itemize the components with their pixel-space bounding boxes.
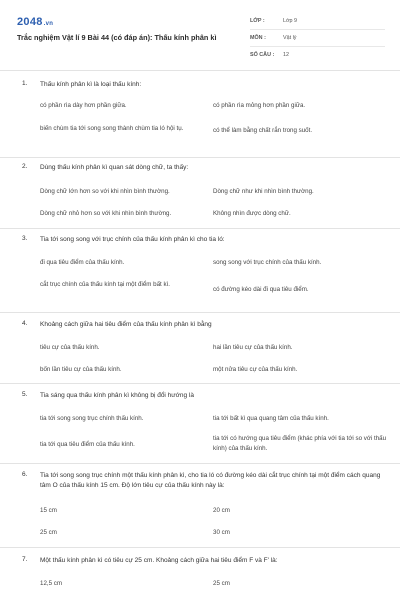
option-b[interactable]: hai lần tiêu cự của thấu kính.: [213, 344, 293, 351]
question-text: Dùng thấu kính phân kì quan sát dòng chữ, ta thấy:: [40, 164, 189, 171]
worksheet-title: Trắc nghiệm Vật lí 9 Bài 44 (có đáp án): Thấu kính phân kì: [17, 33, 217, 42]
question-number: 3.: [22, 235, 28, 242]
option-d[interactable]: có thể làm bằng chất rắn trong suốt.: [213, 127, 313, 134]
question-number: 7.: [22, 556, 28, 563]
worksheet-meta: [250, 13, 385, 63]
option-c[interactable]: biến chùm tia tới song song thành chùm tia ló hội tụ.: [40, 125, 184, 132]
question-divider: [0, 228, 400, 229]
option-c[interactable]: 25 cm: [40, 529, 57, 536]
question-text: Một thấu kính phân kì có tiêu cự 25 cm. Khoảng cách giữa hai tiêu điểm F và F' là:: [40, 557, 278, 564]
question-divider: [0, 312, 400, 313]
question-text: Tia tới song song trục chính một thấu kính phân kì, cho tia ló có đường kéo dài cắt trục chính tại một điểm cách quang tâm O của thấu kính 15 cm. Độ lớn tiêu cự của thấu kính này là:: [40, 472, 381, 489]
meta-row-grade: [250, 13, 385, 30]
option-a[interactable]: 12,5 cm: [40, 580, 63, 587]
question-divider: [0, 463, 400, 464]
option-b[interactable]: song song với trục chính của thấu kính.: [213, 259, 322, 266]
logo-suffix: .vn: [43, 21, 54, 27]
meta-label-grade: LỚP :: [250, 18, 265, 24]
option-d[interactable]: một nửa tiêu cự của thấu kính.: [213, 366, 298, 373]
option-d[interactable]: 30 cm: [213, 529, 230, 536]
meta-value-grade: Lớp 9: [283, 18, 298, 24]
site-logo[interactable]: [17, 16, 53, 28]
question-number: 2.: [22, 163, 28, 170]
question-divider: [0, 157, 400, 158]
option-a[interactable]: đi qua tiêu điểm của thấu kính.: [40, 259, 125, 266]
option-c[interactable]: tia tới qua tiêu điểm của thấu kính.: [40, 441, 135, 448]
question-divider: [0, 547, 400, 548]
option-b[interactable]: tia tới bất kì qua quang tâm của thấu kính.: [213, 415, 329, 422]
meta-value-count: 12: [283, 52, 289, 58]
option-b[interactable]: Dòng chữ như khi nhìn bình thường.: [213, 188, 314, 195]
meta-row-count: [250, 47, 385, 63]
question-text: Tia sáng qua thấu kính phân kì không bị đổi hướng là: [40, 392, 195, 399]
option-d[interactable]: tia tới có hướng qua tiêu điểm (khác phía với tia tới so với thấu kính) của thấu kính.: [213, 435, 387, 452]
option-c[interactable]: Dòng chữ nhỏ hơn so với khi nhìn bình thường.: [40, 210, 172, 217]
option-c[interactable]: bốn lần tiêu cự của thấu kính.: [40, 366, 122, 373]
question-text: Khoảng cách giữa hai tiêu điểm của thấu kính phân kì bằng: [40, 321, 212, 328]
option-c[interactable]: cắt trục chính của thấu kính tại một điểm bất kì.: [40, 281, 171, 288]
option-a[interactable]: Dòng chữ lớn hơn so với khi nhìn bình thường.: [40, 188, 170, 195]
option-a[interactable]: 15 cm: [40, 507, 57, 514]
meta-row-subject: [250, 30, 385, 47]
question-divider: [0, 383, 400, 384]
option-a[interactable]: tia tới song song trục chính thấu kính.: [40, 415, 144, 422]
question-text: Tia tới song song với trục chính của thấu kính phân kì cho tia ló:: [40, 236, 225, 243]
option-b[interactable]: 25 cm: [213, 580, 230, 587]
question-number: 4.: [22, 320, 28, 327]
question-number: 5.: [22, 391, 28, 398]
option-d[interactable]: Không nhìn được dòng chữ.: [213, 210, 291, 217]
meta-label-count: SỐ CÂU :: [250, 52, 275, 58]
option-d[interactable]: có đường kéo dài đi qua tiêu điểm.: [213, 286, 309, 293]
question-number: 1.: [22, 80, 28, 87]
option-a[interactable]: tiêu cự của thấu kính.: [40, 344, 100, 351]
question-number: 6.: [22, 471, 28, 478]
option-b[interactable]: có phần rìa mỏng hơn phần giữa.: [213, 102, 306, 109]
option-b[interactable]: 20 cm: [213, 507, 230, 514]
question-text: Thấu kính phân kì là loại thấu kính:: [40, 81, 142, 88]
meta-value-subject: Vật lý: [283, 35, 297, 41]
logo-main: 2048: [17, 16, 43, 28]
worksheet-header: [0, 0, 400, 71]
option-a[interactable]: có phần rìa dày hơn phần giữa.: [40, 102, 127, 109]
meta-label-subject: MÔN :: [250, 35, 266, 41]
